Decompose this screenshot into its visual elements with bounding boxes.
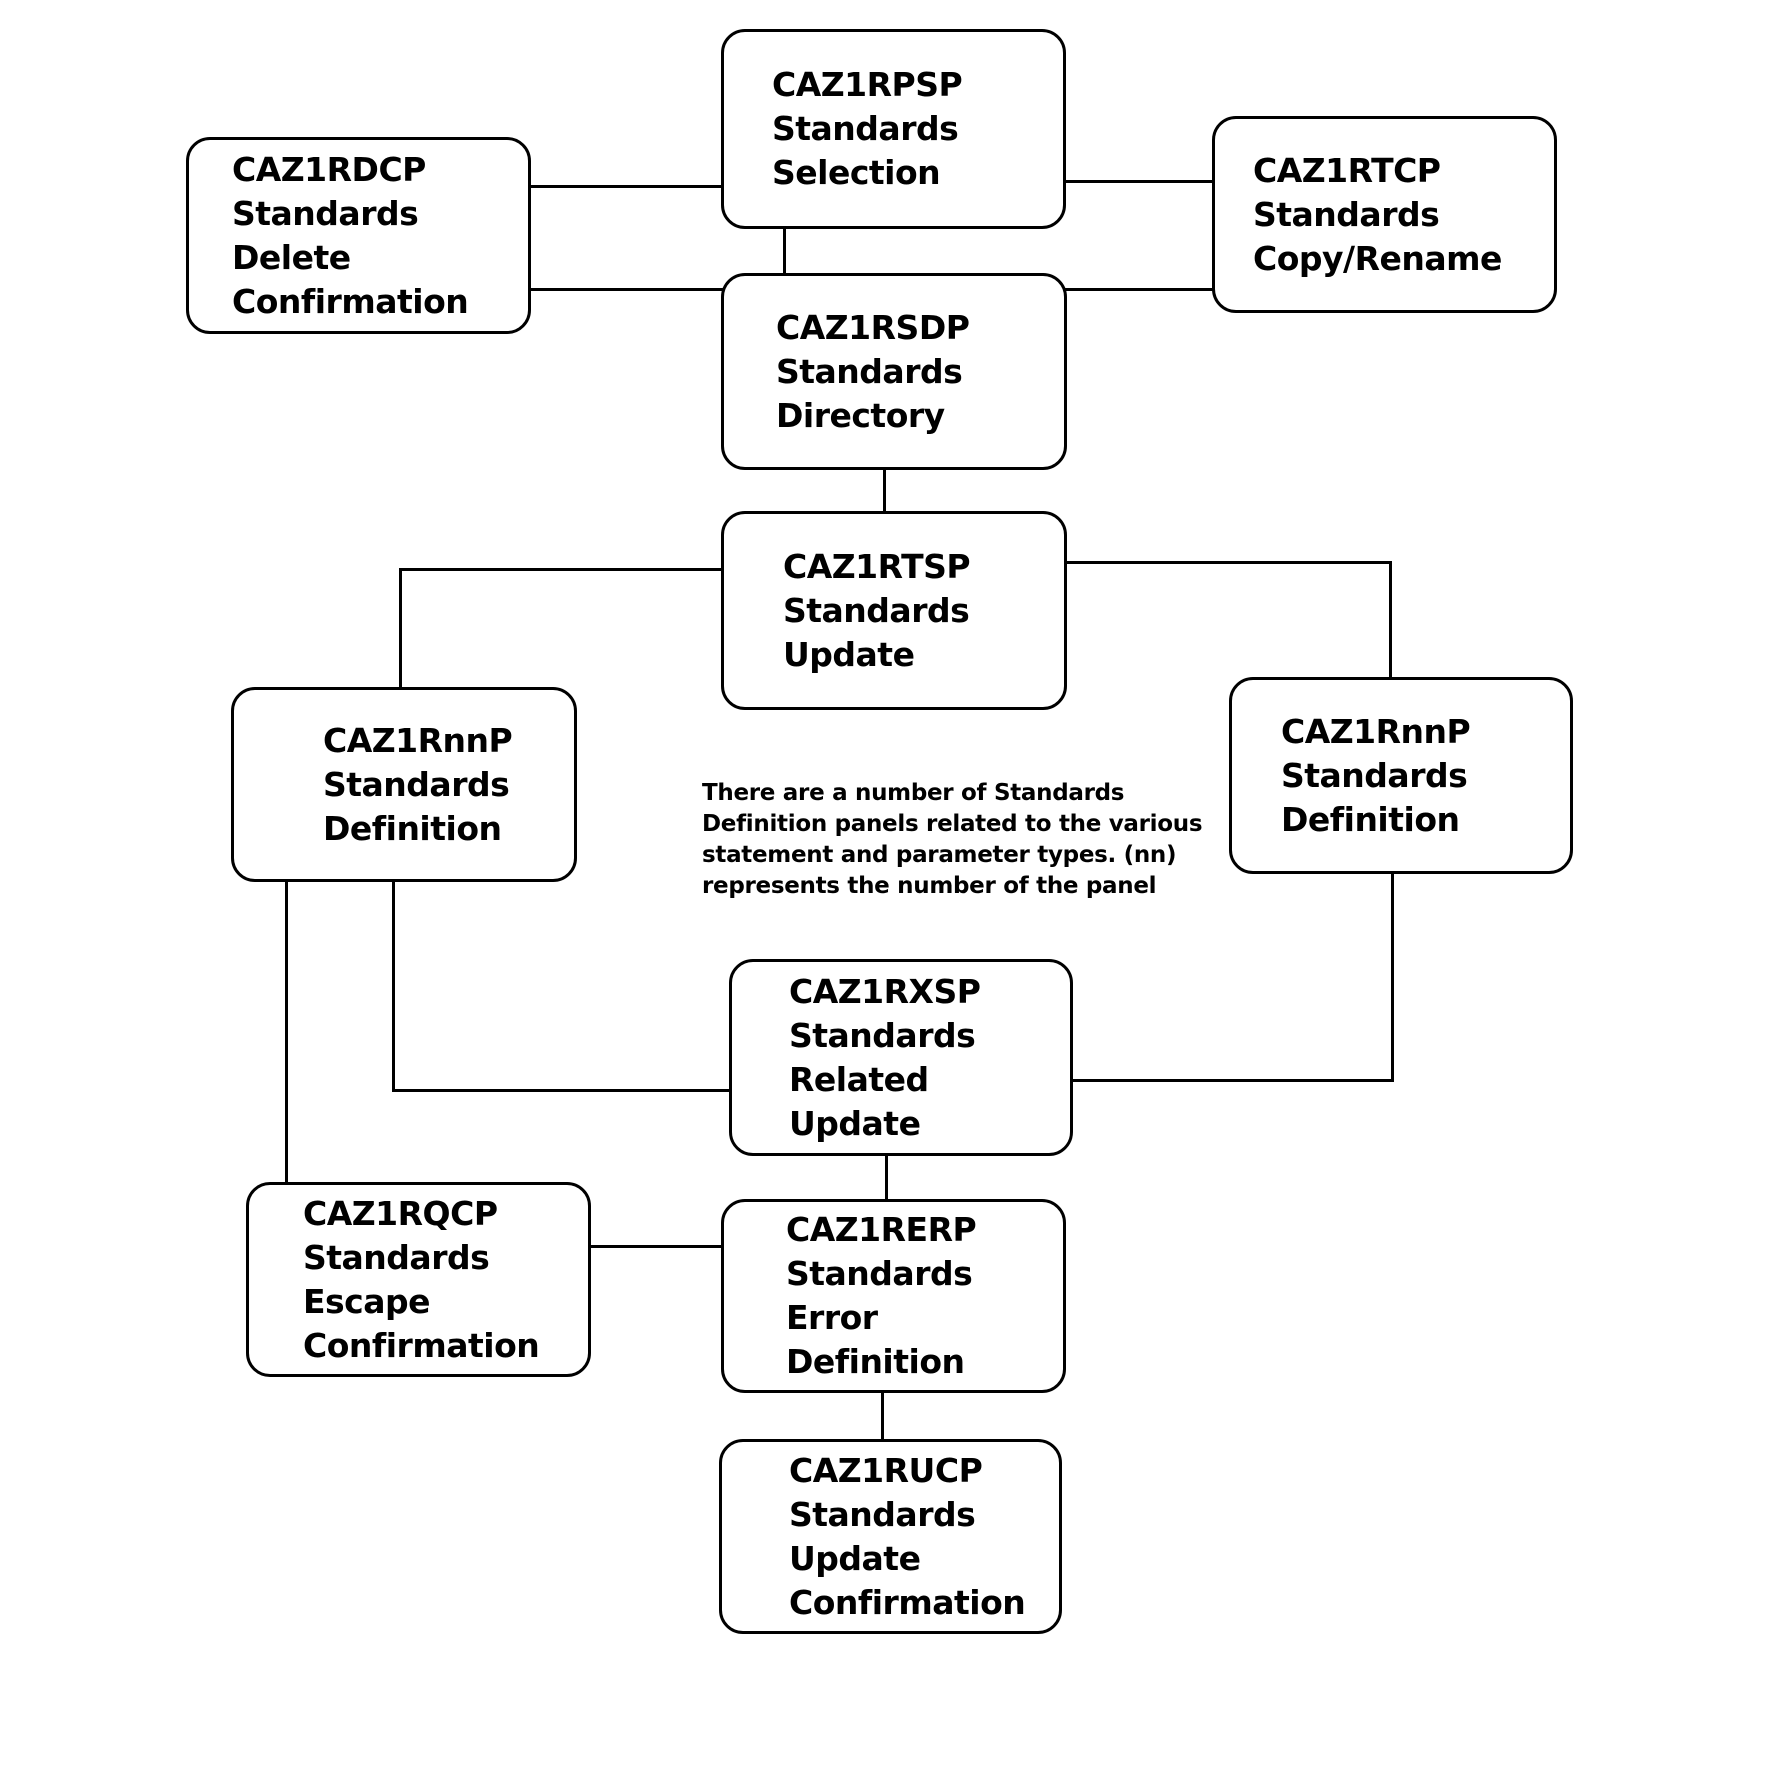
node-caz1rxsp-line: Update — [789, 1103, 921, 1143]
node-caz1rpsp-line: Selection — [772, 153, 941, 192]
node-caz1rpsp-line: Standards — [772, 109, 959, 148]
node-caz1rtcp-line: CAZ1RTCP — [1253, 150, 1441, 190]
edge-caz1rtsp-caz1rnnp-right-v — [1389, 561, 1392, 679]
edge-caz1rsdp-caz1rtcp — [1065, 288, 1214, 291]
edge-caz1rpsp-caz1rsdp — [783, 227, 786, 275]
edge-caz1rpsp-caz1rtcp — [1064, 180, 1214, 183]
node-caz1rtcp-line: Standards — [1253, 194, 1440, 234]
node-caz1rnnp-left — [231, 687, 577, 882]
node-caz1rtsp-line: Standards — [783, 590, 970, 630]
edge-caz1rqcp-caz1rerp — [589, 1245, 723, 1248]
node-caz1rqcp-line: CAZ1RQCP — [303, 1193, 498, 1233]
node-caz1rdcp — [186, 137, 531, 334]
node-caz1rnnp-left-line: CAZ1RnnP — [323, 720, 513, 760]
edge-caz1rtsp-caz1rnnp-left-h — [399, 568, 723, 571]
node-caz1rpsp-line: CAZ1RPSP — [772, 65, 963, 104]
node-caz1rsdp-line: Directory — [776, 395, 945, 435]
edge-caz1rnnp-right-caz1rxsp-v — [1391, 872, 1394, 1082]
node-caz1rdcp-line: Confirmation — [232, 281, 469, 321]
node-caz1rdcp-line: Standards — [232, 193, 419, 233]
node-caz1rucp — [719, 1439, 1062, 1634]
edge-caz1rxsp-caz1rerp — [885, 1154, 888, 1201]
node-caz1rerp — [721, 1199, 1066, 1393]
node-caz1rtsp-line: Update — [783, 634, 915, 674]
node-caz1rtcp — [1212, 116, 1557, 313]
node-caz1rnnp-right-line: CAZ1RnnP — [1281, 711, 1471, 751]
node-caz1rucp-line: Update — [789, 1538, 921, 1578]
node-caz1rucp-line: CAZ1RUCP — [789, 1450, 983, 1490]
node-caz1rxsp-line: Related — [789, 1059, 929, 1099]
node-caz1rtsp-line: CAZ1RTSP — [783, 546, 971, 586]
node-caz1rnnp-right-line: Standards — [1281, 755, 1468, 795]
edge-caz1rdcp-caz1rsdp — [531, 288, 723, 291]
node-caz1rerp-line: Error — [786, 1298, 878, 1337]
node-caz1rsdp — [721, 273, 1067, 470]
node-caz1rnnp-left-line: Standards — [323, 764, 510, 804]
node-caz1rtcp-line: Copy/Rename — [1253, 238, 1502, 278]
node-caz1rnnp-left-line: Definition — [323, 808, 502, 848]
edge-caz1rtsp-caz1rnnp-right-h — [1065, 561, 1392, 564]
annotation-text — [702, 778, 1202, 902]
node-caz1rxsp — [729, 959, 1073, 1156]
node-caz1rnnp-right-line: Definition — [1281, 799, 1460, 839]
node-caz1rerp-line: CAZ1RERP — [786, 1210, 977, 1249]
node-caz1rdcp-line: CAZ1RDCP — [232, 149, 426, 189]
node-caz1rqcp-line: Escape — [303, 1281, 431, 1321]
node-caz1rerp-line: Definition — [786, 1342, 965, 1381]
edge-caz1rnnp-right-caz1rxsp-h — [1071, 1079, 1394, 1082]
node-caz1rxsp-line: Standards — [789, 1015, 976, 1055]
edge-caz1rtsp-caz1rnnp-left-v — [399, 568, 402, 689]
edge-caz1rnnp-left-caz1rxsp-h — [392, 1089, 731, 1092]
edge-caz1rsdp-caz1rtsp — [883, 468, 886, 513]
node-caz1rerp-line: Standards — [786, 1254, 973, 1293]
node-caz1rsdp-line: Standards — [776, 351, 963, 391]
node-caz1rsdp-line: CAZ1RSDP — [776, 307, 970, 347]
edge-caz1rnnp-left-caz1rxsp-v — [392, 878, 395, 1092]
node-caz1rucp-line: Standards — [789, 1494, 976, 1534]
node-caz1rqcp-line: Confirmation — [303, 1325, 540, 1365]
edge-caz1rdcp-caz1rpsp — [531, 185, 723, 188]
annotation-line: statement and parameter types. (nn) — [702, 842, 1177, 868]
node-caz1rpsp — [721, 29, 1066, 229]
node-caz1rnnp-right — [1229, 677, 1573, 874]
node-caz1rdcp-line: Delete — [232, 237, 351, 277]
node-caz1rxsp-line: CAZ1RXSP — [789, 971, 981, 1011]
edge-caz1rnnp-left-caz1rqcp — [285, 878, 288, 1184]
node-caz1rucp-line: Confirmation — [789, 1582, 1026, 1622]
node-caz1rqcp — [246, 1182, 591, 1377]
annotation-line: There are a number of Standards — [702, 780, 1125, 806]
edge-caz1rerp-caz1rucp — [881, 1390, 884, 1441]
annotation-line: represents the number of the panel — [702, 873, 1157, 899]
annotation-line: Definition panels related to the various — [702, 811, 1203, 837]
node-caz1rtsp — [721, 511, 1067, 710]
node-caz1rqcp-line: Standards — [303, 1237, 490, 1277]
